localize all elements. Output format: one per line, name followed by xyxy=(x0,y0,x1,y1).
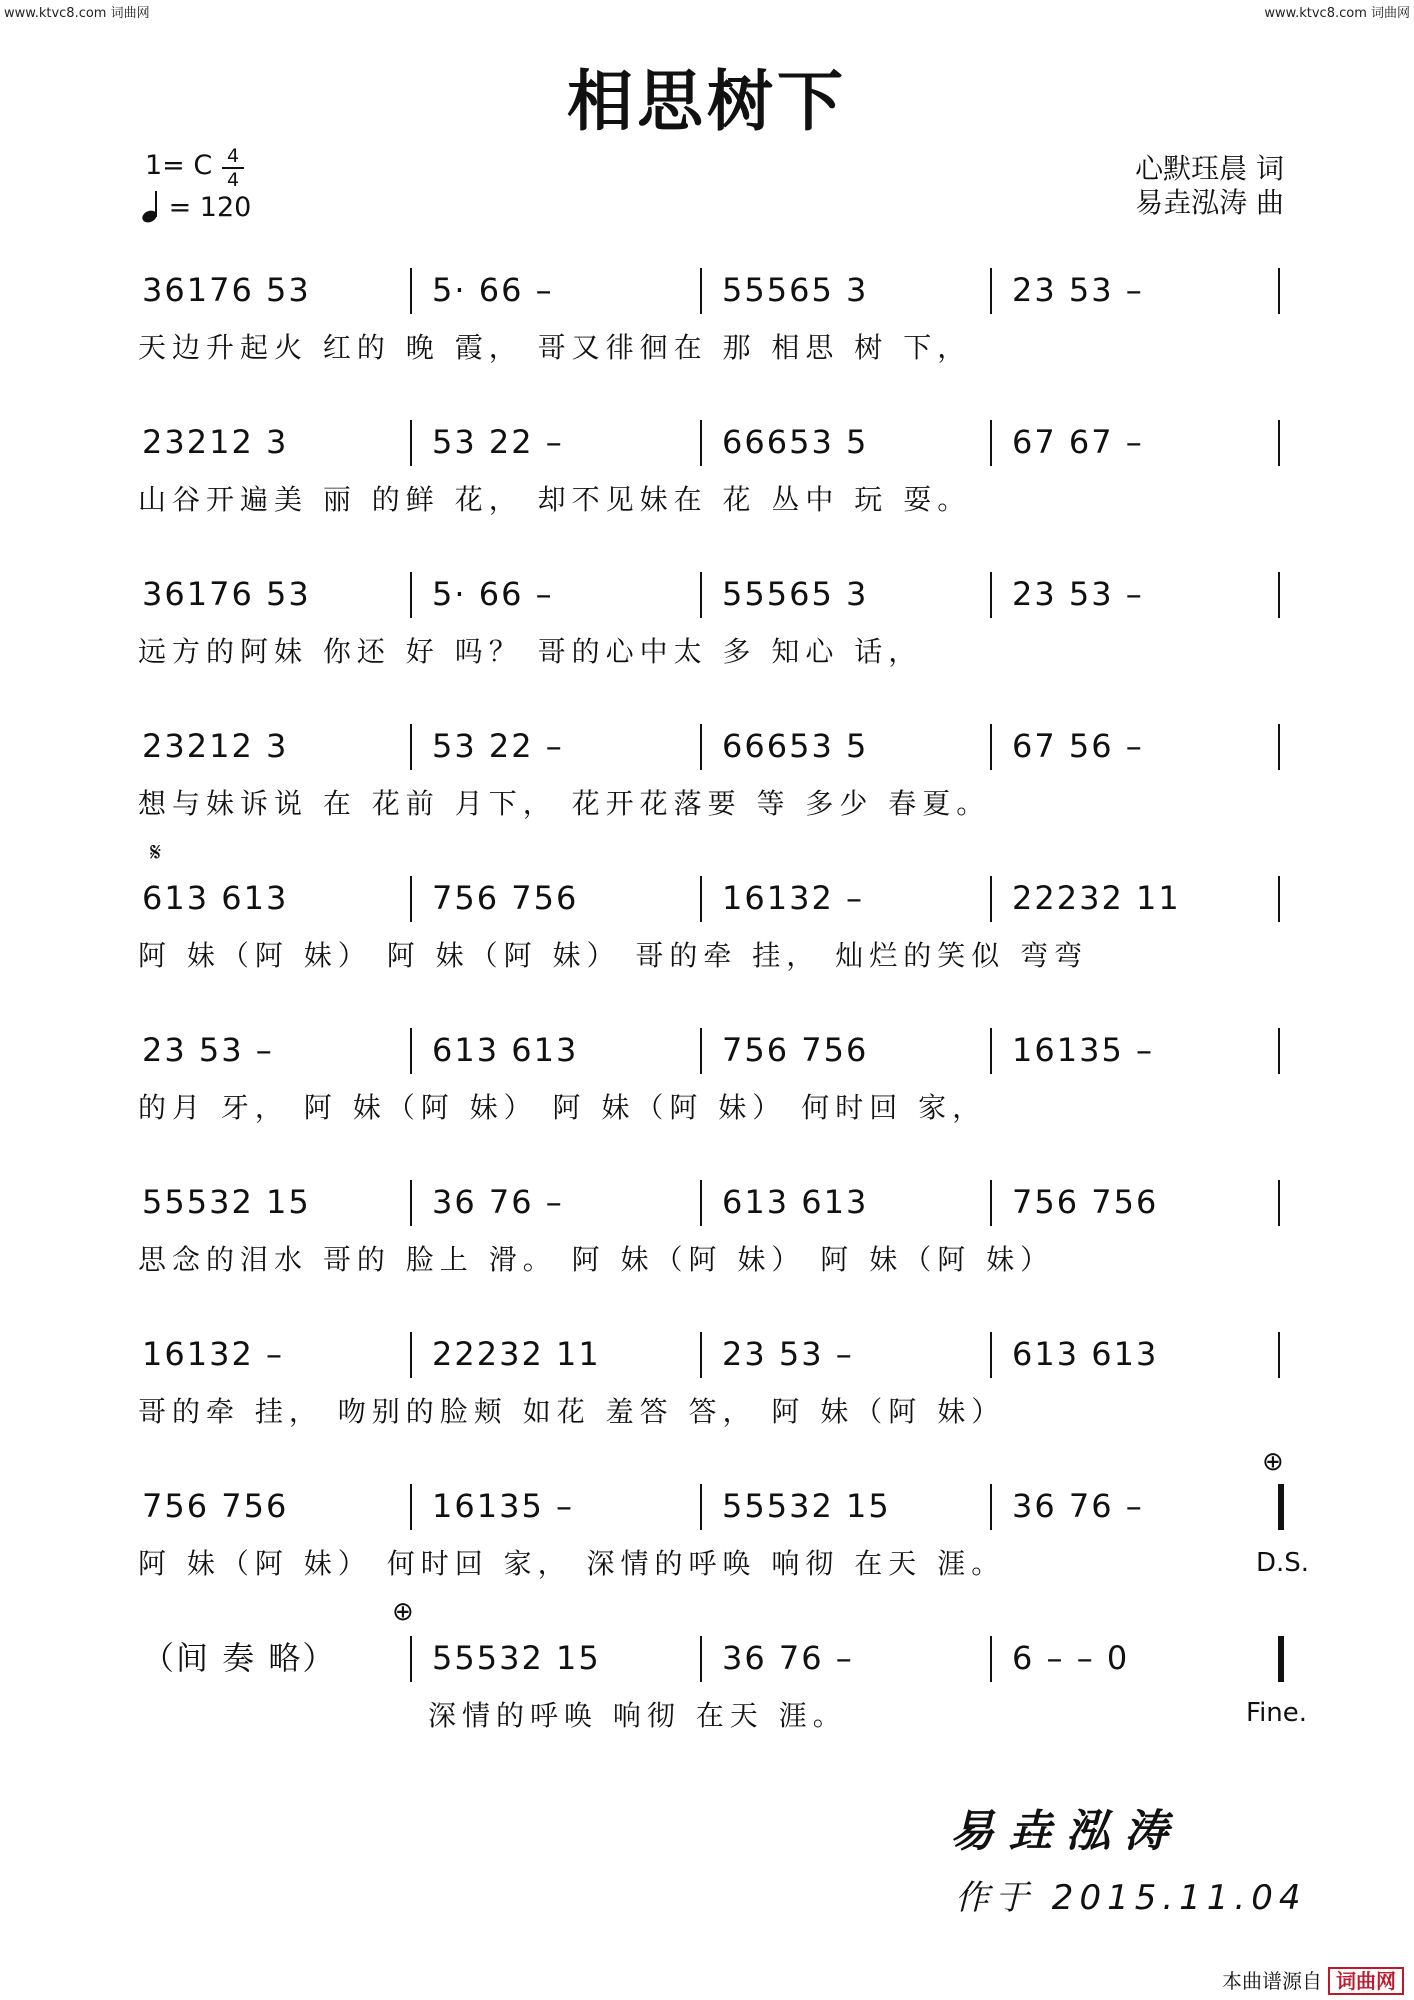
lyrics-line: 想与妹诉说 在 花前 月下， 花开花落要 等 多少 春夏。 xyxy=(138,787,991,820)
barline xyxy=(410,724,412,770)
barline xyxy=(410,572,412,618)
barline xyxy=(990,1484,992,1530)
barline xyxy=(1278,1332,1280,1378)
notes-line xyxy=(138,1484,1298,1528)
footer-brand: 词曲网 xyxy=(1328,1967,1404,1995)
lyrics-line: 阿 妹（阿 妹） 阿 妹（阿 妹） 哥的牵 挂， 灿烂的笑似 弯弯 xyxy=(138,939,1089,972)
measure: 16132 – xyxy=(722,879,864,917)
barline xyxy=(990,1028,992,1074)
measure: 67 67 – xyxy=(1012,423,1144,461)
barline xyxy=(990,1332,992,1378)
barline xyxy=(1278,876,1280,922)
notes-line xyxy=(138,268,1298,312)
measure: 22232 11 xyxy=(1012,879,1181,917)
barline xyxy=(410,1484,412,1530)
barline xyxy=(410,268,412,314)
barline xyxy=(410,420,412,466)
lyrics-line: 思念的泪水 哥的 脸上 滑。 阿 妹（阿 妹） 阿 妹（阿 妹） xyxy=(138,1243,1055,1276)
barline xyxy=(700,572,702,618)
barline xyxy=(1278,1636,1284,1682)
quarter-note-icon xyxy=(142,192,160,222)
measure: 36 76 – xyxy=(432,1183,564,1221)
song-title: 相思树下 xyxy=(567,63,847,140)
barline xyxy=(410,1636,412,1682)
measure: 55532 15 xyxy=(722,1487,891,1525)
measure: 23212 3 xyxy=(142,423,289,461)
footer-text: 本曲谱源自 xyxy=(1222,1969,1322,1993)
lyrics-line: 山谷开遍美 丽 的鲜 花， 却不见妹在 花 丛中 玩 耍。 xyxy=(138,483,972,516)
segno-icon: 𝄋 xyxy=(150,838,162,868)
watermark-right: www.ktvc8.com 词曲网 xyxy=(1264,6,1410,21)
barline xyxy=(990,1180,992,1226)
barline xyxy=(990,268,992,314)
barline xyxy=(700,1484,702,1530)
measure: 5· 66 – xyxy=(432,575,554,613)
measure: 55532 15 xyxy=(142,1183,311,1221)
coda-icon: ⊕ xyxy=(1262,1447,1284,1477)
measure: 36 76 – xyxy=(722,1639,854,1677)
measure: 23 53 – xyxy=(1012,575,1144,613)
measure: 613 613 xyxy=(142,879,289,917)
barline xyxy=(1278,268,1280,314)
measure: 55565 3 xyxy=(722,271,869,309)
measure: 23212 3 xyxy=(142,727,289,765)
lyrics-line: 深情的呼唤 响彻 在天 涯。 xyxy=(428,1699,847,1732)
composer: 易垚泓涛 曲 xyxy=(1135,186,1284,219)
key-signature: 1= C xyxy=(145,150,213,181)
measure: 23 53 – xyxy=(722,1335,854,1373)
measure: 16135 – xyxy=(432,1487,574,1525)
lyrics-line: 哥的牵 挂， 吻别的脸颊 如花 羞答 答， 阿 妹（阿 妹） xyxy=(138,1395,1006,1428)
measure: 756 756 xyxy=(142,1487,289,1525)
measure: 16132 – xyxy=(142,1335,284,1373)
measure: 6 – – 0 xyxy=(1012,1639,1130,1677)
coda-icon-2: ⊕ xyxy=(392,1597,414,1627)
barline xyxy=(410,1180,412,1226)
lyrics-line: 天边升起火 红的 晚 霞， 哥又徘徊在 那 相思 树 下， xyxy=(138,331,972,364)
fine-label: Fine. xyxy=(1246,1698,1308,1728)
measure: 756 756 xyxy=(432,879,579,917)
measure: 55532 15 xyxy=(432,1639,601,1677)
time-signature xyxy=(222,146,244,190)
barline xyxy=(700,1332,702,1378)
time-numerator: 4 xyxy=(226,145,240,167)
notes-line xyxy=(138,1180,1298,1224)
barline xyxy=(700,1180,702,1226)
notes-line xyxy=(138,1028,1298,1072)
measure: 22232 11 xyxy=(432,1335,601,1373)
notes-line xyxy=(138,876,1298,920)
notes-line xyxy=(138,572,1298,616)
barline xyxy=(1278,1180,1280,1226)
measure: 36176 53 xyxy=(142,271,311,309)
barline xyxy=(990,1636,992,1682)
lyrics-line: 的月 牙， 阿 妹（阿 妹） 阿 妹（阿 妹） 何时回 家， xyxy=(138,1091,987,1124)
barline xyxy=(1278,1484,1284,1530)
barline xyxy=(700,268,702,314)
barline xyxy=(410,876,412,922)
measure: 23 53 – xyxy=(1012,271,1144,309)
barline xyxy=(990,572,992,618)
barline xyxy=(410,1332,412,1378)
barline xyxy=(700,876,702,922)
notes-line xyxy=(138,1636,1298,1680)
measure: 23 53 – xyxy=(142,1031,274,1069)
lyrics-line: 阿 妹（阿 妹） 何时回 家， 深情的呼唤 响彻 在天 涯。 xyxy=(138,1547,1006,1580)
measure: 53 22 – xyxy=(432,423,564,461)
measure: 613 613 xyxy=(722,1183,869,1221)
tempo-value: = 120 xyxy=(168,192,252,223)
measure: 613 613 xyxy=(1012,1335,1159,1373)
notes-line xyxy=(138,724,1298,768)
barline xyxy=(990,724,992,770)
barline xyxy=(700,1636,702,1682)
barline xyxy=(990,876,992,922)
notes-line xyxy=(138,1332,1298,1376)
measure: （间 奏 略） xyxy=(142,1639,337,1677)
measure: 55565 3 xyxy=(722,575,869,613)
measure: 67 56 – xyxy=(1012,727,1144,765)
measure: 756 756 xyxy=(722,1031,869,1069)
measure: 613 613 xyxy=(432,1031,579,1069)
time-denominator: 4 xyxy=(226,169,240,191)
footer xyxy=(1222,1965,1404,1994)
measure: 66653 5 xyxy=(722,727,869,765)
barline xyxy=(700,1028,702,1074)
lyrics-line: 远方的阿妹 你还 好 吗？ 哥的心中太 多 知心 话， xyxy=(138,635,923,668)
composer-signature: 易垚泓涛 xyxy=(950,1806,1182,1857)
ds-label: D.S. xyxy=(1256,1548,1310,1578)
barline xyxy=(990,420,992,466)
measure: 53 22 – xyxy=(432,727,564,765)
notes-line xyxy=(138,420,1298,464)
watermark-left: www.ktvc8.com 词曲网 xyxy=(4,6,150,21)
measure: 16135 – xyxy=(1012,1031,1154,1069)
lyricist: 心默珏晨 词 xyxy=(1135,152,1284,185)
measure: 5· 66 – xyxy=(432,271,554,309)
barline xyxy=(700,420,702,466)
barline xyxy=(700,724,702,770)
barline xyxy=(1278,1028,1280,1074)
credits xyxy=(1135,152,1284,220)
measure: 756 756 xyxy=(1012,1183,1159,1221)
tempo-marking xyxy=(142,192,251,223)
composition-date: 作于 2015.11.04 xyxy=(955,1878,1307,1918)
measure: 36 76 – xyxy=(1012,1487,1144,1525)
barline xyxy=(1278,724,1280,770)
barline xyxy=(410,1028,412,1074)
measure: 36176 53 xyxy=(142,575,311,613)
measure: 66653 5 xyxy=(722,423,869,461)
barline xyxy=(1278,572,1280,618)
barline xyxy=(1278,420,1280,466)
